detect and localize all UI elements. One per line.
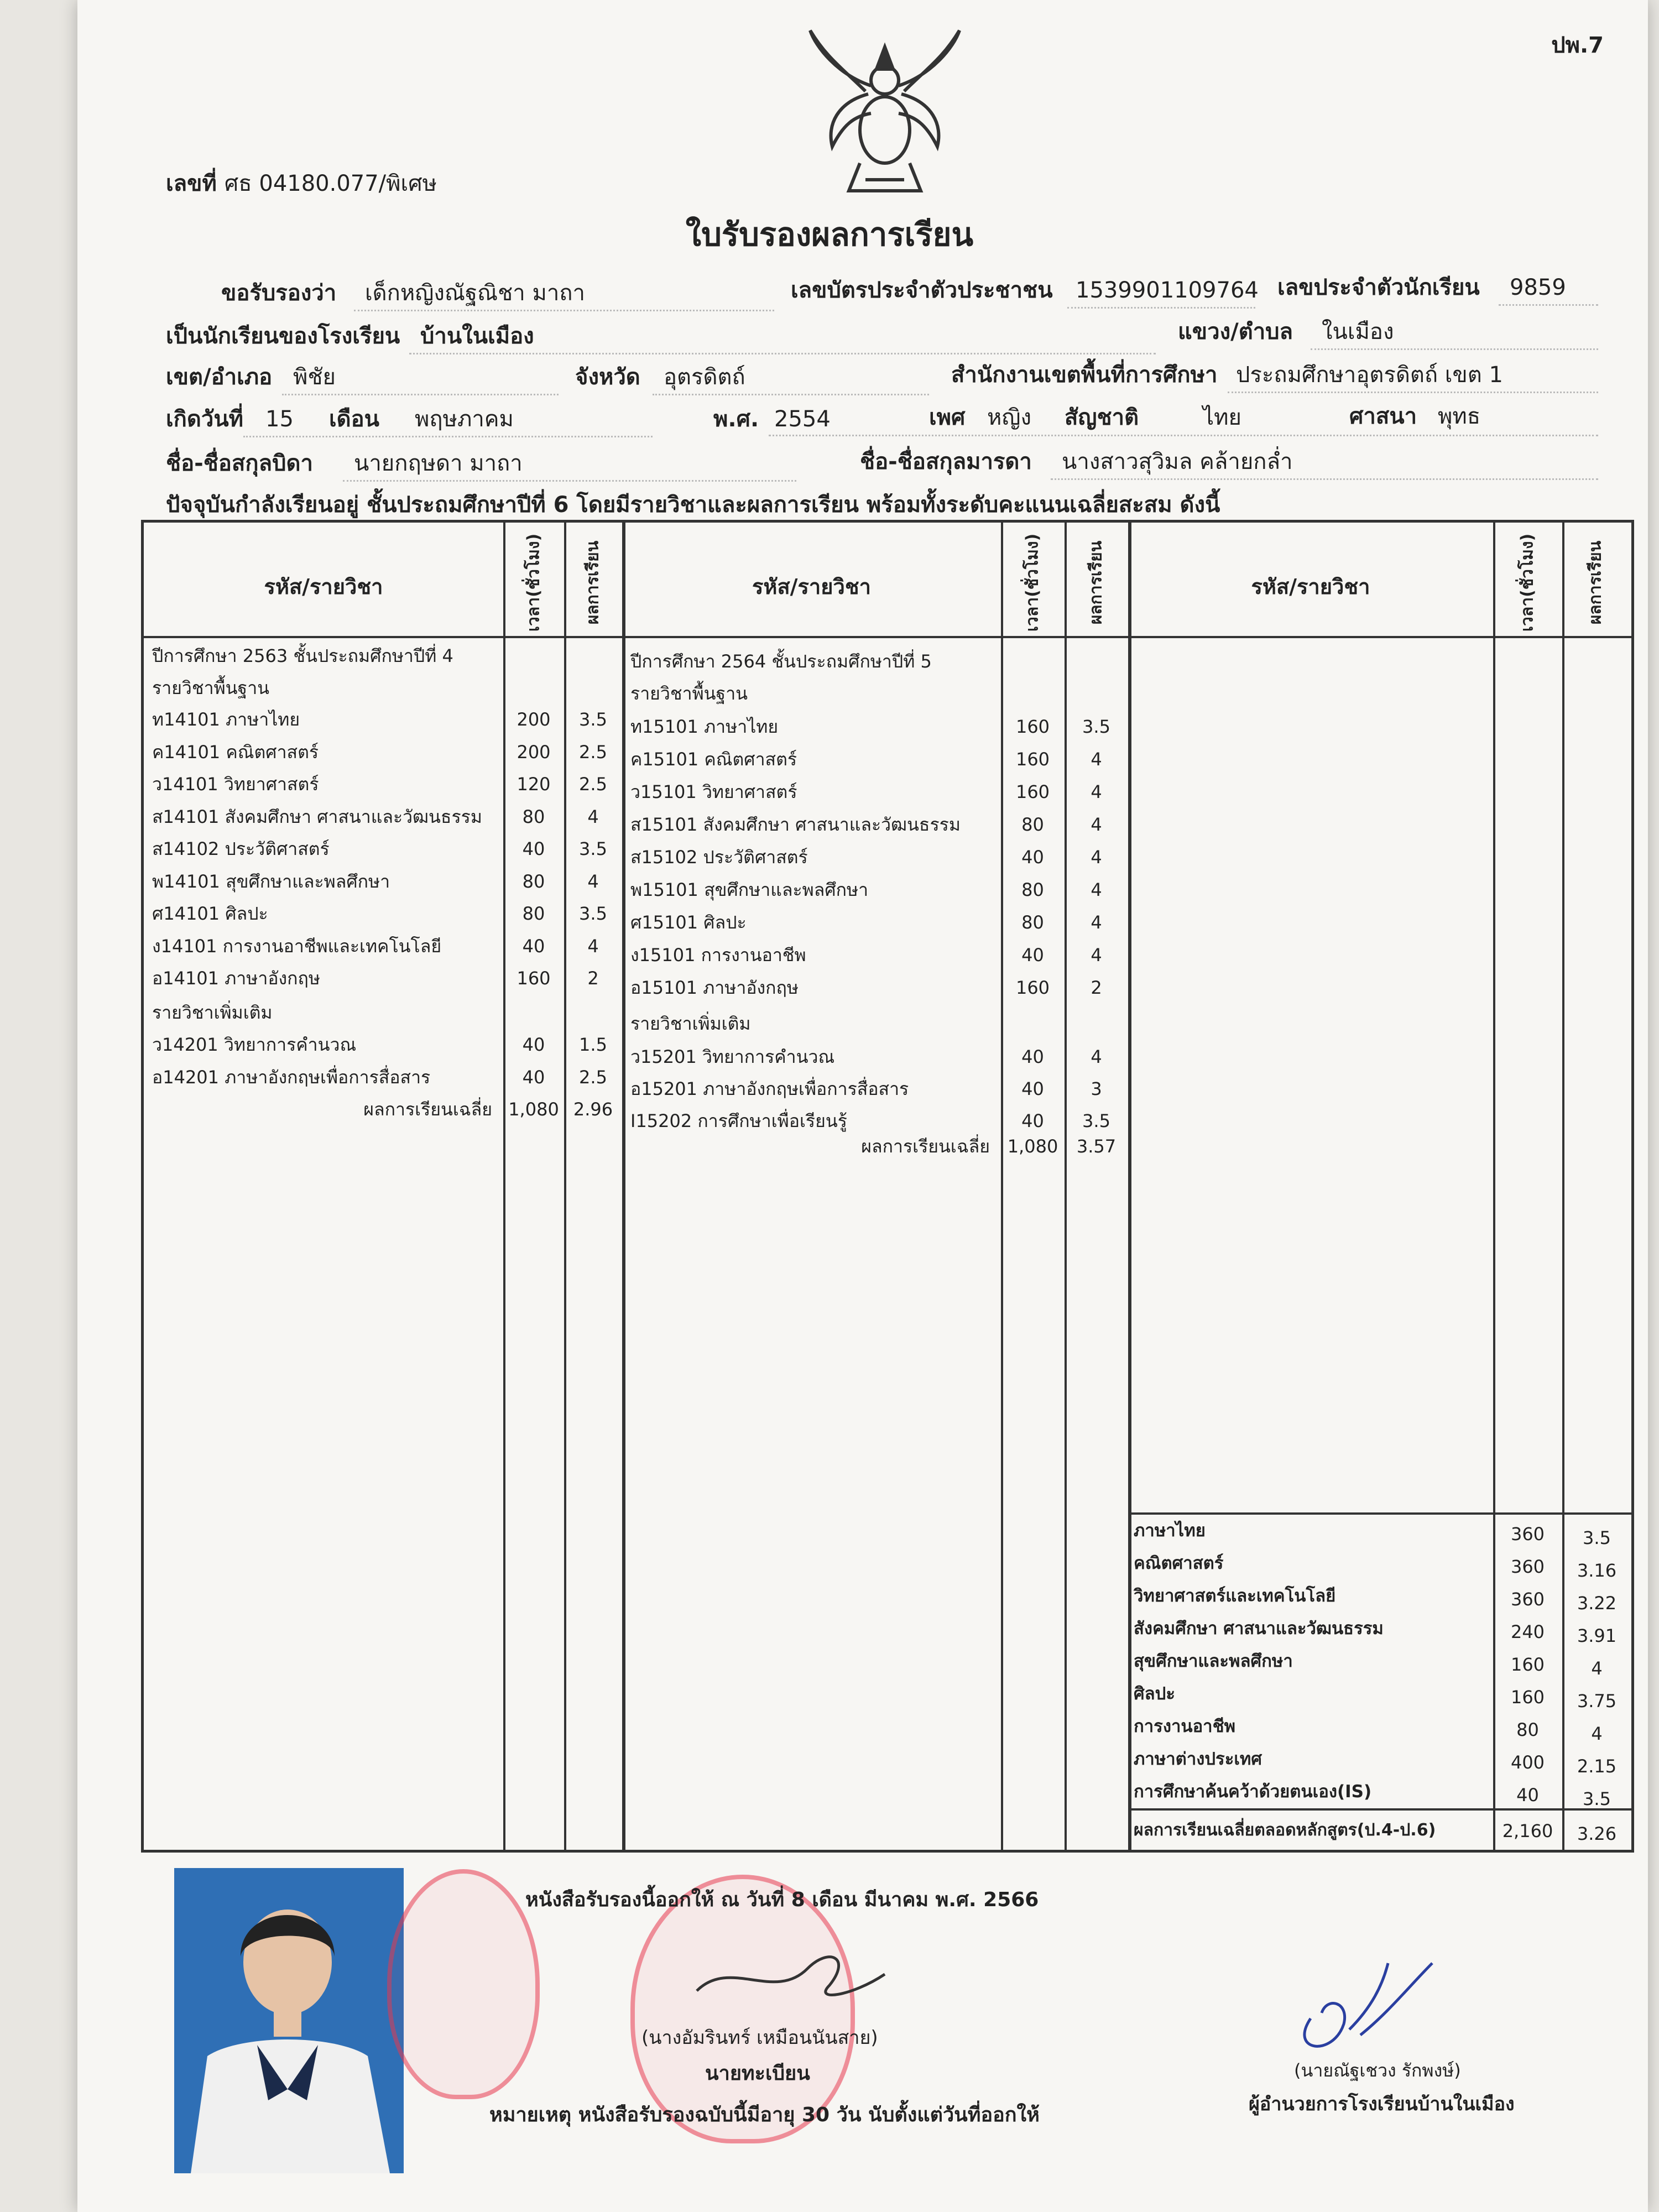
student-name: เด็กหญิงณัฐณิชา มาถา (365, 280, 585, 306)
grade-cell: 3.5 (1082, 716, 1110, 737)
dotted-line (1311, 348, 1598, 350)
avg-label-2: ผลการเรียนเฉลี่ย (861, 1136, 990, 1157)
subject-cell: ท14101 ภาษาไทย (152, 709, 300, 730)
hours-cell: 160 (517, 968, 551, 989)
summary-subject: การงานอาชีพ (1134, 1717, 1236, 1736)
subject-cell: ว14201 วิทยาการคำนวณ (152, 1034, 357, 1055)
district-value: พิชัย (293, 364, 336, 390)
registrar-name: (นางอัมรินทร์ เหมือนนันสาย) (641, 2027, 878, 2049)
hours-cell: 80 (1021, 912, 1044, 933)
current-statement: ปัจจุบันกำลังเรียนอยู่ ชั้นประถมศึกษาปีที่ 6 โดยมีรายวิชาและผลการเรียน พร้อมทั้งระดับคะแนนเฉลี่ยสะสม ดังนี้ (166, 492, 1220, 518)
avg-label-1: ผลการเรียนเฉลี่ย (363, 1099, 492, 1120)
grade-cell: 4 (1091, 912, 1102, 933)
hours-cell: 200 (517, 741, 551, 763)
subject-cell: อ14201 ภาษาอังกฤษเพื่อการสื่อสาร (152, 1066, 431, 1088)
district-label: เขต/อำเภอ (166, 364, 273, 390)
dotted-line (1051, 478, 1598, 480)
header-grade-1: ผลการเรียน (583, 540, 603, 625)
hours-cell: 160 (1015, 781, 1050, 802)
sex-value: หญิง (987, 405, 1031, 430)
dotted-line (653, 394, 929, 395)
dotted-line (1499, 304, 1598, 306)
summary-subject: วิทยาศาสตร์และเทคโนโลยี (1134, 1586, 1336, 1606)
summary-hours: 160 (1510, 1654, 1545, 1675)
school-stamp-left (387, 1869, 540, 2099)
col-divider (1562, 523, 1564, 1850)
sex-label: เพศ (929, 405, 966, 430)
col-divider (1128, 523, 1131, 1850)
subject-cell: ศ15101 ศิลปะ (630, 912, 747, 933)
father-label: ชื่อ-ชื่อสกุลบิดา (166, 451, 313, 476)
subject-cell: ส14101 สังคมศึกษา ศาสนาและวัฒนธรรม (152, 806, 482, 827)
born-year-value: 2554 (774, 406, 831, 432)
summary-subject: ภาษาไทย (1134, 1521, 1206, 1541)
subject-cell: ว15101 วิทยาศาสตร์ (630, 781, 797, 802)
grade-cell: 4 (1091, 781, 1102, 802)
month-label: เดือน (329, 406, 380, 432)
summary-grade: 3.75 (1577, 1691, 1617, 1712)
mother-label: ชื่อ-ชื่อสกุลมารดา (860, 449, 1032, 474)
grade-cell: 3.5 (579, 903, 607, 924)
province-value: อุตรดิตถ์ (664, 364, 745, 390)
school-value: บ้านในเมือง (420, 324, 534, 349)
subdistrict-value: ในเมือง (1322, 319, 1394, 345)
summary-subject: คณิตศาสตร์ (1134, 1553, 1224, 1573)
hours-cell: 40 (1021, 1078, 1044, 1099)
hours-cell: 40 (522, 1066, 545, 1088)
hours-cell: 40 (1021, 1046, 1044, 1067)
born-day-value: 15 (265, 406, 294, 432)
dotted-line (1228, 392, 1598, 393)
grade-cell: 4 (587, 935, 599, 957)
summary-grade: 3.22 (1577, 1593, 1617, 1614)
religion-label: ศาสนา (1349, 404, 1417, 429)
document-number (166, 173, 437, 195)
grade-cell: 2 (1091, 977, 1102, 998)
born-month-value: พฤษภาคม (415, 406, 514, 432)
nationality-label: สัญชาติ (1065, 405, 1139, 430)
subject-cell: อ14101 ภาษาอังกฤษ (152, 968, 320, 989)
province-label: จังหวัด (575, 364, 640, 390)
registrar-title: นายทะเบียน (705, 2062, 810, 2085)
subdistrict-label: แขวง/ตำบล (1178, 319, 1293, 345)
year-label: พ.ศ. (713, 406, 759, 432)
hours-cell: 40 (522, 935, 545, 957)
summary-subject: การศึกษาค้นคว้าด้วยตนเอง(IS) (1134, 1782, 1372, 1802)
summary-hours: 360 (1510, 1556, 1545, 1577)
grade-cell: 4 (1091, 879, 1102, 900)
student-no-label: เลขประจำตัวนักเรียน (1277, 275, 1480, 300)
subject-cell: ค15101 คณิตศาสตร์ (630, 749, 797, 770)
dotted-line (1067, 307, 1255, 309)
grades-table (141, 520, 1634, 1853)
dotted-line (769, 435, 1598, 436)
subject-cell: ว14101 วิทยาศาสตร์ (152, 774, 319, 795)
grade-cell: 2 (587, 968, 599, 989)
year-title-2: ปีการศึกษา 2564 ชั้นประถมศึกษาปีที่ 5 (630, 651, 932, 672)
subject-cell: พ15101 สุขศึกษาและพลศึกษา (630, 879, 869, 900)
hours-cell: 120 (517, 774, 551, 795)
summary-grade: 2.15 (1577, 1756, 1617, 1777)
hours-cell: 40 (1021, 1110, 1044, 1131)
header-grade-2: ผลการเรียน (1086, 540, 1106, 625)
dotted-line (282, 394, 559, 395)
subject-cell: ง14101 การงานอาชีพและเทคโนโลยี (152, 935, 442, 957)
subject-cell: ค14101 คณิตศาสตร์ (152, 741, 319, 763)
issue-date: หนังสือรับรองนี้ออกให้ ณ วันที่ 8 เดือน มีนาคม พ.ศ. 2566 (525, 1888, 1039, 1911)
dotted-line (354, 310, 774, 311)
grade-cell: 4 (1091, 749, 1102, 770)
avg-grade-1: 2.96 (573, 1099, 613, 1120)
summary-subject: สังคมศึกษา ศาสนาและวัฒนธรรม (1134, 1619, 1384, 1639)
summary-subject: ศิลปะ (1134, 1684, 1176, 1704)
grade-cell: 3 (1091, 1078, 1102, 1099)
grade-cell: 2.5 (579, 1066, 607, 1088)
dotted-line (343, 480, 796, 482)
header-subject-1: รหัส/รายวิชา (264, 575, 383, 599)
student-photo (174, 1868, 404, 2173)
hours-cell: 80 (522, 870, 545, 892)
summary-grade: 4 (1591, 1723, 1603, 1744)
summary-hours: 360 (1510, 1589, 1545, 1610)
father-value: นายกฤษดา มาถา (354, 451, 523, 476)
grade-cell: 4 (587, 806, 599, 827)
subject-cell: ส15102 ประวัติศาสตร์ (630, 847, 808, 868)
header-subject-2: รหัส/รายวิชา (752, 575, 871, 599)
total-label: ผลการเรียนเฉลี่ยตลอดหลักสูตร(ป.4-ป.6) (1134, 1820, 1436, 1840)
nationality-value: ไทย (1203, 405, 1241, 430)
grade-cell: 4 (1091, 945, 1102, 966)
col-divider (1493, 523, 1495, 1850)
office-value: ประถมศึกษาอุตรดิตถ์ เขต 1 (1236, 362, 1503, 388)
grade-cell: 3.5 (579, 838, 607, 859)
subject-cell: ส14102 ประวัติศาสตร์ (152, 838, 330, 859)
summary-grade: 3.5 (1583, 1527, 1611, 1548)
summary-subject: สุขศึกษาและพลศึกษา (1134, 1651, 1293, 1671)
doc-no-label: เลขที่ (166, 171, 217, 196)
summary-grade: 3.5 (1583, 1788, 1611, 1809)
avg-hours-1: 1,080 (508, 1099, 559, 1120)
hours-cell: 40 (1021, 945, 1044, 966)
dotted-line (409, 353, 1156, 354)
hours-cell: 80 (522, 806, 545, 827)
header-hours-2: เวลา(ชั่วโมง) (1022, 533, 1042, 632)
summary-hours: 80 (1516, 1719, 1539, 1740)
id-card-label: เลขบัตรประจำตัวประชาชน (791, 278, 1053, 303)
hours-cell: 80 (522, 903, 545, 924)
year-title-1: ปีการศึกษา 2563 ชั้นประถมศึกษาปีที่ 4 (152, 645, 453, 666)
total-grade: 3.26 (1577, 1823, 1617, 1844)
basic-label-1: รายวิชาพื้นฐาน (152, 677, 270, 698)
subject-cell: ศ14101 ศิลปะ (152, 903, 268, 924)
subject-cell: พ14101 สุขศึกษาและพลศึกษา (152, 870, 390, 892)
hours-cell: 80 (1021, 879, 1044, 900)
student-no-value: 9859 (1510, 275, 1566, 300)
summary-hours: 360 (1510, 1524, 1545, 1545)
grade-cell: 2.5 (579, 774, 607, 795)
subject-cell: ส15101 สังคมศึกษา ศาสนาและวัฒนธรรม (630, 814, 961, 835)
hours-cell: 160 (1015, 716, 1050, 737)
religion-value: พุทธ (1438, 404, 1481, 429)
grade-cell: 4 (1091, 1046, 1102, 1067)
page-title: ใบรับรองผลการเรียน (685, 216, 974, 253)
grade-cell: 3.5 (579, 709, 607, 730)
subject-cell: I15202 การศึกษาเพื่อเรียนรู้ (630, 1110, 847, 1131)
col-divider (622, 523, 625, 1850)
subject-cell: ง15101 การงานอาชีพ (630, 945, 806, 966)
grade-cell: 4 (1091, 847, 1102, 868)
grade-cell: 3.5 (1082, 1110, 1110, 1131)
grade-cell: 4 (587, 870, 599, 892)
header-subject-3: รหัส/รายวิชา (1251, 575, 1370, 599)
validity-note: หมายเหตุ หนังสือรับรองฉบับนี้มีอายุ 30 วัน นับตั้งแต่วันที่ออกให้ (489, 2104, 1040, 2126)
grade-cell: 1.5 (579, 1034, 607, 1055)
header-hours-1: เวลา(ชั่วโมง) (524, 533, 544, 632)
subject-cell: ว15201 วิทยาการคำนวณ (630, 1046, 835, 1067)
grade-cell: 2.5 (579, 741, 607, 763)
dotted-line (243, 436, 653, 437)
summary-hours: 240 (1510, 1621, 1545, 1642)
header-divider (144, 636, 1432, 638)
summary-top-line (1128, 1512, 1631, 1515)
header-hours-3: เวลา(ชั่วโมง) (1517, 533, 1537, 632)
certify-label: ขอรับรองว่า (221, 280, 337, 306)
grade-cell: 4 (1091, 814, 1102, 835)
header-grade-3: ผลการเรียน (1585, 540, 1605, 625)
registrar-signature (686, 1936, 896, 2018)
office-label: สำนักงานเขตพื้นที่การศึกษา (951, 362, 1218, 388)
basic-label-2: รายวิชาพื้นฐาน (630, 683, 748, 704)
extra-label-1: รายวิชาเพิ่มเติม (152, 1002, 273, 1023)
hours-cell: 40 (1021, 847, 1044, 868)
total-hours: 2,160 (1502, 1820, 1553, 1841)
summary-hours: 160 (1510, 1687, 1545, 1708)
avg-hours-2: 1,080 (1007, 1136, 1058, 1157)
hours-cell: 40 (522, 838, 545, 859)
director-name: (นายณัฐเชวง รักพงษ์) (1294, 2060, 1461, 2081)
summary-grade: 3.91 (1577, 1625, 1617, 1646)
summary-grade: 4 (1591, 1658, 1603, 1679)
avg-grade-2: 3.57 (1076, 1136, 1117, 1157)
extra-label-2: รายวิชาเพิ่มเติม (630, 1013, 751, 1034)
hours-cell: 80 (1021, 814, 1044, 835)
summary-hours: 400 (1510, 1752, 1545, 1773)
form-code: ปพ.7 (1551, 33, 1604, 58)
hours-cell: 200 (517, 709, 551, 730)
director-signature (1277, 1952, 1443, 2063)
doc-no-value: ศธ 04180.077/พิเศษ (224, 171, 437, 196)
subject-cell: อ15201 ภาษาอังกฤษเพื่อการสื่อสาร (630, 1078, 909, 1099)
school-label: เป็นนักเรียนของโรงเรียน (166, 324, 400, 349)
summary-hours: 40 (1516, 1785, 1539, 1806)
hours-cell: 40 (522, 1034, 545, 1055)
mother-value: นางสาวสุวิมล คล้ายกล่ำ (1062, 449, 1293, 474)
born-day-label: เกิดวันที่ (166, 406, 244, 432)
subject-cell: อ15101 ภาษาอังกฤษ (630, 977, 799, 998)
id-card-value: 1539901109764 (1076, 278, 1259, 303)
subject-cell: ท15101 ภาษาไทย (630, 716, 779, 737)
hours-cell: 160 (1015, 749, 1050, 770)
summary-subject: ภาษาต่างประเทศ (1134, 1749, 1262, 1769)
director-title: ผู้อำนวยการโรงเรียนบ้านในเมือง (1249, 2093, 1515, 2115)
hours-cell: 160 (1015, 977, 1050, 998)
garuda-emblem (805, 25, 965, 202)
summary-grade: 3.16 (1577, 1560, 1617, 1581)
summary-total-line (1128, 1808, 1631, 1811)
